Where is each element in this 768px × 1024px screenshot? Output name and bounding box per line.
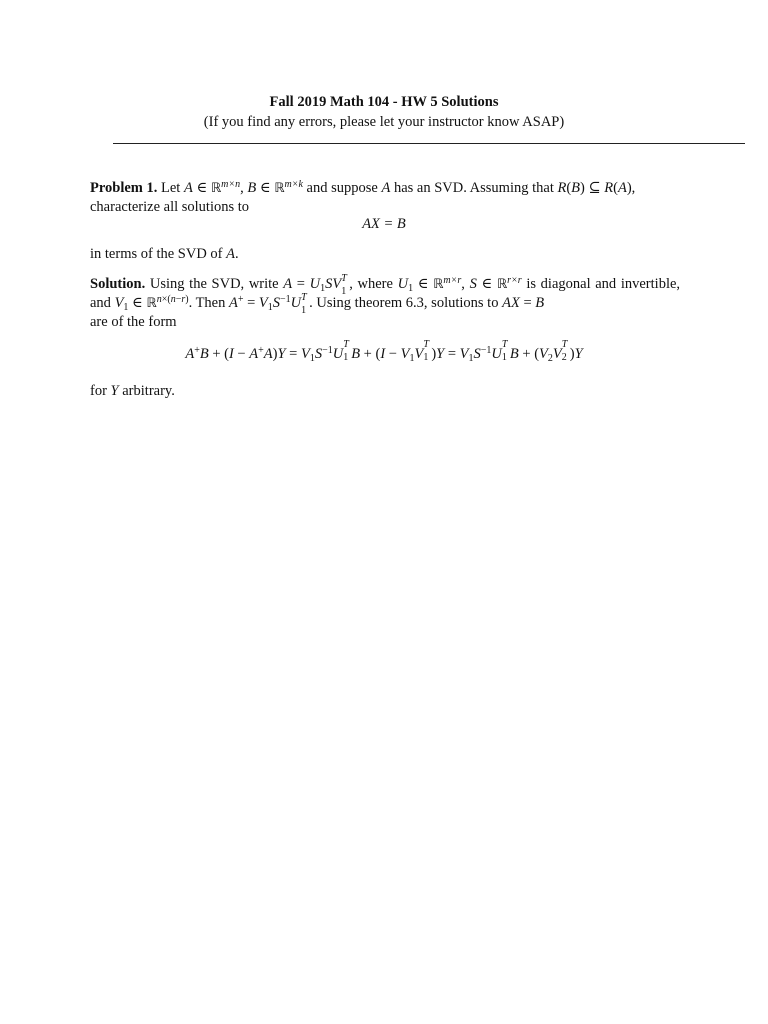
header-divider	[113, 143, 745, 144]
solution-text-then: . Then	[188, 295, 226, 311]
problem-text-in-terms: in terms of the SVD of	[90, 246, 223, 262]
solution-text-arbitrary: arbitrary.	[122, 383, 175, 399]
solution-text-for: for	[90, 383, 107, 399]
solution-label: Solution.	[90, 276, 146, 292]
solution-text-form: are of the form	[90, 314, 177, 330]
solution-text-using: Using the SVD, write	[149, 276, 279, 292]
solution-equation: $A^+B + (I - A^+A)Y = V_1S^{-1}U$ T 1 $B + (I - V_1V$ T 1 )$Y = V_1S^{-1}U$ T 1 $B + (V_2V$ T 2 )Y	[185, 339, 583, 364]
problem-equation: AX = B	[362, 216, 406, 232]
solution-paragraph: Solution. Using the SVD, write $A = U_1SV$ T 1 , where $U_1$ ∈ ℝ$^{m\times r}$, S ∈ ℝ$^{r\times r}$ is diagonal and invertible, and $V_1$ ∈ ℝ$^{n\times(n-r)}$. Then $A^+ = V_1S^{-1}U$ T 1 . Using theorem 6.3, solutions to AX = B are of the form	[90, 273, 681, 330]
solution-text-diag: is diagonal and	[526, 276, 617, 292]
problem-statement: Problem 1. Let A ∈ ℝ$^{m\times n}$, B ∈ ℝ$^{m\times k}$ and suppose A has an SVD. Assuming that R(B) ⊆ R(A), characterize all solutions to	[90, 179, 636, 215]
problem-text-characterize: characterize all solutions to	[90, 199, 250, 215]
problem-label: Problem 1.	[90, 180, 158, 196]
solution-text-invertible: invertible, and	[90, 276, 681, 311]
problem-text-let: Let	[161, 180, 181, 196]
page-subtitle: (If you find any errors, please let your instructor know ASAP)	[203, 114, 565, 130]
solution-text-where: , where	[349, 276, 393, 292]
page-title: Fall 2019 Math 104 - HW 5 Solutions	[269, 94, 499, 110]
problem-text-suppose: and suppose	[306, 180, 378, 196]
problem-text-svd: has an SVD. Assuming that	[393, 180, 554, 196]
problem-closing: in terms of the SVD of A.	[90, 246, 239, 262]
solution-closing: for Y arbitrary.	[90, 383, 175, 399]
solution-text-theorem: . Using theorem 6.3, solutions to	[309, 295, 499, 311]
